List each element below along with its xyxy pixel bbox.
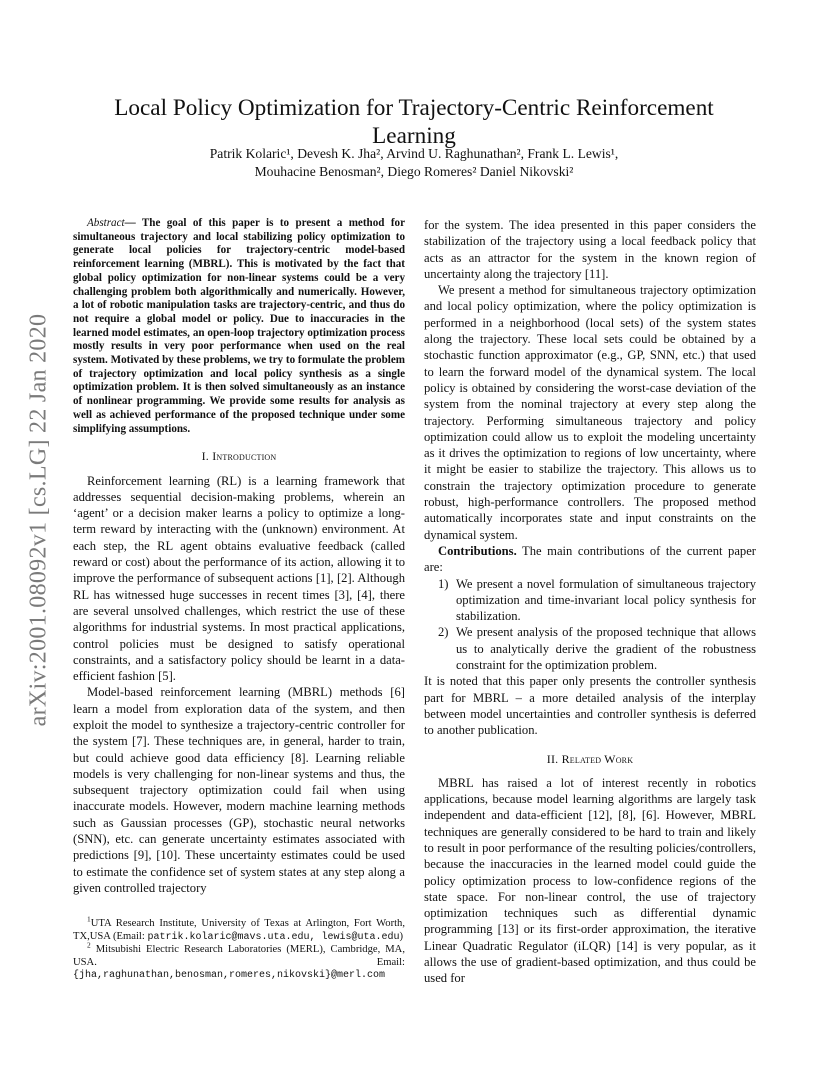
abstract-label: Abstract <box>87 217 125 229</box>
footnote-mark: 2 <box>87 940 91 950</box>
footnote-email: {jha,raghunathan,benosman,romeres,nikovski}@merl.com <box>73 970 386 981</box>
left-column <box>73 217 405 896</box>
footnotes <box>73 914 405 983</box>
section-title: Related Work <box>561 751 634 766</box>
footnote-text: UTA Research Institute, University of Texas at Arlington, Fort Worth, TX,USA (Email: <box>73 918 405 942</box>
contributions-label: Contributions. <box>438 543 517 558</box>
footnote-mark: 1 <box>87 914 91 924</box>
list-item-number: 1) <box>438 576 449 591</box>
footnote-email: patrik.kolaric@mavs.uta.edu, lewis@uta.edu <box>147 931 400 943</box>
authors-line-1: Patrik Kolaric¹, Devesh K. Jha², Arvind U. Raghunathan², Frank L. Lewis¹, <box>209 146 619 161</box>
related-paragraph-1: MBRL has raised a lot of interest recently in robotics applications, because model learning algorithms are largely task independent and data-efficient [12], [8], [6]. However, MBRL techniques are generally considered to be hard to train and likely to result in poor performance of the resulting policies/controllers, because the inaccuracies in the learned model could guide the policy optimization process to low-confidence regions of the state space. For non-linear control, the use of trajectory optimization techniques such as differential dynamic programming [13] or its first-order approximation, the iterative Linear Quadratic Regulator (iLQR) [14] is very popular, as it allows the use of gradient-based optimization, and thus could be used for <box>424 775 756 986</box>
list-item-number: 2) <box>438 625 449 640</box>
abstract-text: — The goal of this paper is to present a method for simultaneous trajectory and local stabilizing policy optimization to generate local policies for trajectory-centric model-based reinforcement learning (MBRL). This is motivated by the fact that global policy optimization for non-linear systems could be a very challenging problem both algorithmically and numerically. However, a lot of robotic manipulation tasks are trajectory-centric, and thus do not require a global model or policy. Due to inaccuracies in the learned model estimates, an open-loop trajectory optimization process mostly results in very poor performance when used on the real system. Motivated by these problems, we try to formulate the problem of trajectory optimization and local policy synthesis as a single optimization problem. It is then solved simultaneously as an instance of nonlinear programming. We provide some results for analysis as well as achieved performance of the proposed technique under some simplifying assumptions. <box>73 217 405 435</box>
section-number: I. <box>201 449 210 464</box>
right-column <box>424 217 756 987</box>
contributions-intro: The main contributions of the current paper are: <box>424 543 756 575</box>
section-heading-introduction <box>73 448 405 464</box>
list-item <box>424 576 756 625</box>
authors-line-2: Mouhacine Benosman², Diego Romeres² Daniel Nikovski² <box>254 164 574 179</box>
section-heading-related-work <box>424 751 756 767</box>
section-title: Introduction <box>212 449 277 464</box>
section-number: II. <box>546 751 559 766</box>
list-item <box>424 624 756 673</box>
footnote-2 <box>73 940 405 983</box>
list-item-text: We present a novel formulation of simultaneous trajectory optimization and time-invariant local policy synthesis for stabilization. <box>456 576 756 624</box>
intro-paragraph-1: Reinforcement learning (RL) is a learning framework that addresses sequential decision-making problems, wherein an ‘agent’ or a decision maker learns a policy to optimize a long-term reward by interacting with the (unknown) environment. At each step, the RL agent obtains evaluative feedback (called reward or cost) about the performance of its action, allowing it to improve the performance of subsequent actions [1], [2]. Although RL has witnessed huge successes in recent times [3], [4], there are several unsolved challenges, which restrict the use of these algorithms for industrial systems. In most practical applications, control policies must be designed to satisfy operational constraints, and a satisfactory policy should be learnt in a data-efficient fashion [5]. <box>73 473 405 684</box>
paper-title: Local Policy Optimization for Trajectory-Centric Reinforcement Learning <box>114 95 714 149</box>
list-item-text: We present analysis of the proposed technique that allows us to analytically derive the gradient of the robustness constraint for the optimization problem. <box>456 625 756 673</box>
abstract <box>73 217 405 436</box>
contributions-paragraph <box>424 543 756 576</box>
arxiv-side-identifier <box>24 290 54 750</box>
footnote-1: $^1$UTA Research Institute, University of Texas at Arlington, Fort Worth, TX,USA (Email: patrik.kolaric@mavs.uta.edu, lewis@uta.edu) <box>73 914 405 943</box>
right-paragraph-2: We present a method for simultaneous trajectory optimization and local policy optimization, where the policy optimization is performed in a neighborhood (local sets) of the system states along the trajectory. These local sets could be obtained by a stochastic function approximator (e.g., GP, SNN, etc.) that used to learn the forward model of the dynamical system. The local policy is obtained by considering the worst-case deviation of the system from the nominal trajectory at every step along the trajectory. Performing simultaneous trajectory and policy optimization could allow us to exploit the modeling uncertainty as it drives the optimization to regions of low uncertainty, where it might be easier to stabilize the trajectory. This allows us to constrain the trajectory optimization procedure to generate robust, high-performance controllers. The proposed method automatically incorporates state and input constraints on the dynamical system. <box>424 283 756 542</box>
contributions-list <box>424 576 756 674</box>
intro-paragraph-2: Model-based reinforcement learning (MBRL) methods [6] learn a model from exploration data of the system, and then exploit the model to synthesize a trajectory-centric controller for the system [7]. These techniques are, in general, harder to train, but could achieve good data efficiency [8]. Learning reliable models is very challenging for non-linear systems and thus, the subsequent trajectory optimization could fail when using inaccurate models. However, modern machine learning methods such as Gaussian processes (GP), stochastic neural networks (SNN), etc. can generate uncertainty estimates associated with predictions [9], [10]. These uncertainty estimates could be used to estimate the confidence set of system states at any step along a given controlled trajectory <box>73 685 405 895</box>
author-list <box>100 145 728 181</box>
arxiv-id-text: arXiv:2001.08092v1 [cs.LG] 22 Jan 2020 <box>25 313 52 727</box>
right-paragraph-3: It is noted that this paper only presents the controller synthesis part for MBRL – a more detailed analysis of the interplay between model uncertainties and controller synthesis is deferred to another publication. <box>424 674 756 738</box>
right-paragraph-1: for the system. The idea presented in this paper considers the stabilization of the trajectory using a local feedback policy that acts as an attractor for the system in the known region of uncertainty along the trajectory [11]. <box>424 218 756 281</box>
footnote-text: Mitsubishi Electric Research Laboratories (MERL), Cambridge, MA, USA. Email: <box>73 944 405 968</box>
